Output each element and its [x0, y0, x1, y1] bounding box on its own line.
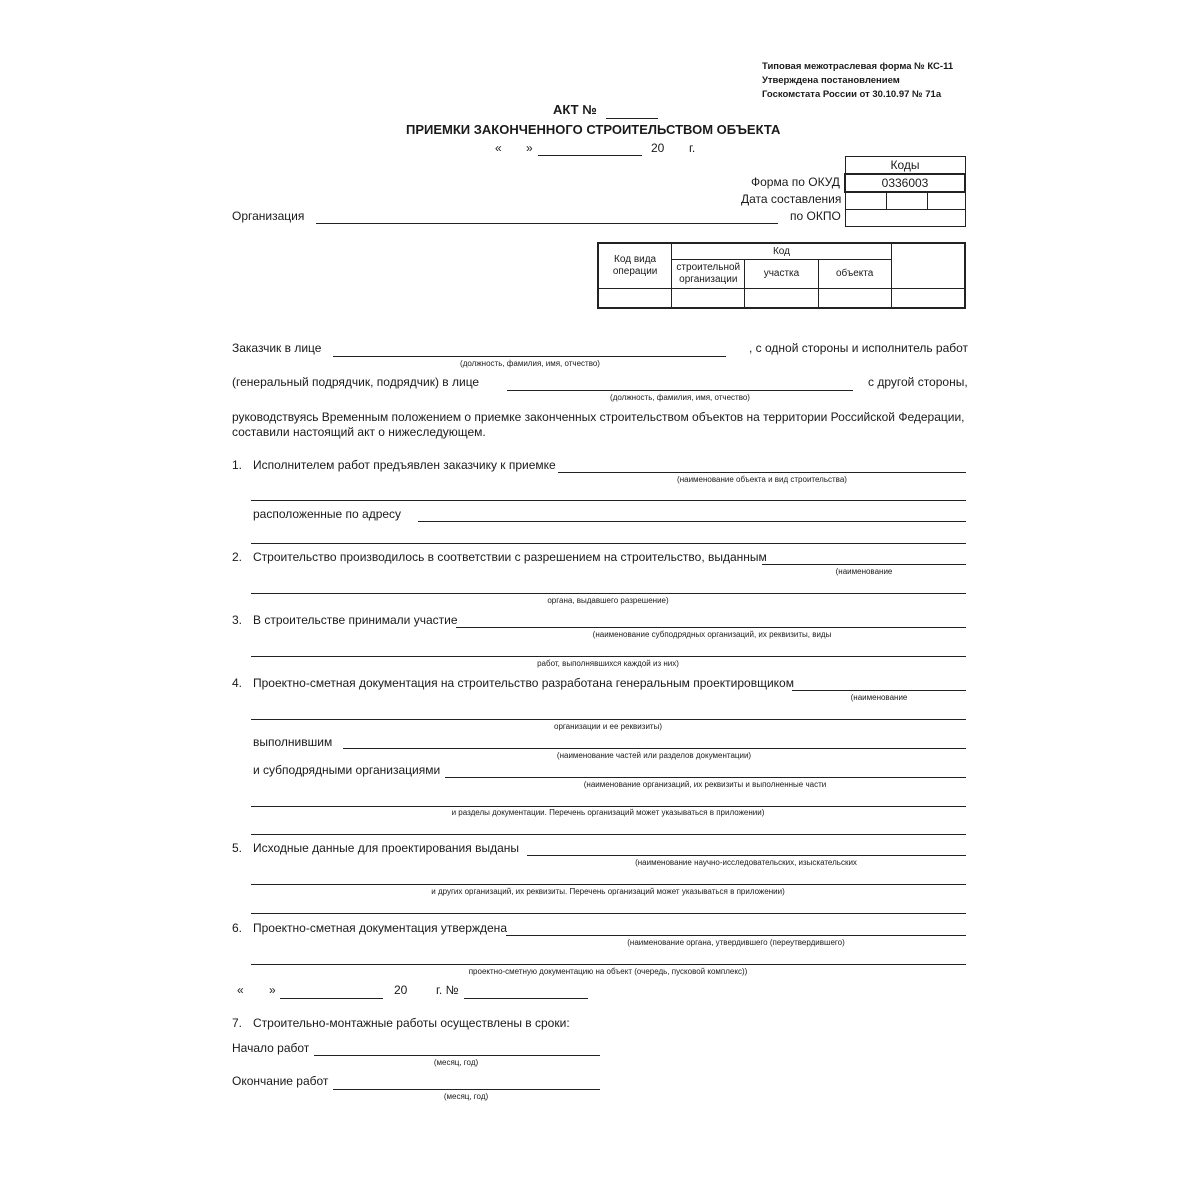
date-year-suffix: г.	[689, 141, 696, 155]
item-2-caption-2: органа, выдавшего разрешение)	[547, 596, 669, 605]
item-2-line-2	[251, 593, 966, 594]
date-month-line	[538, 155, 642, 156]
item-3-text: В строительстве принимали участие	[253, 613, 458, 627]
okud-value: 0336003	[845, 174, 965, 192]
item-6-quote-open: «	[237, 983, 244, 997]
item-2-caption-1: (наименование	[835, 567, 893, 576]
item-1-caption: (наименование объекта и вид строительства)	[677, 475, 847, 484]
item-5-caption-1: (наименование научно-исследовательских, изыскательских	[635, 858, 857, 867]
op-col-empty	[891, 243, 965, 289]
item-4-sub-line	[445, 777, 966, 778]
item-1-number: 1.	[232, 458, 243, 472]
okud-label: Форма по ОКУД	[751, 175, 840, 189]
item-1-text: Исполнителем работ предъявлен заказчику к приемке	[253, 458, 556, 472]
start-line	[314, 1055, 600, 1056]
item-6-number-label: г. №	[436, 983, 459, 997]
customer-label: Заказчик в лице	[232, 341, 322, 355]
item-6-month-line	[280, 998, 383, 999]
item-6-quote-close: »	[269, 983, 276, 997]
item-7-number: 7.	[232, 1016, 243, 1030]
op-col-object: объекта	[818, 260, 891, 289]
start-caption: (месяц, год)	[433, 1058, 479, 1067]
item-4-caption-5: и разделы документации. Перечень организаций может указываться в приложении)	[451, 808, 765, 817]
item-7-text: Строительно-монтажные работы осуществлены в сроки:	[253, 1016, 570, 1030]
item-4-number: 4.	[232, 676, 243, 690]
op-cell	[745, 289, 818, 309]
item-2-number: 2.	[232, 550, 243, 564]
form-line-2: Утверждена постановлением	[762, 75, 900, 86]
item-1-line	[558, 472, 966, 473]
item-5-number: 5.	[232, 841, 243, 855]
date-cell-day	[845, 192, 886, 210]
act-number-line	[606, 118, 658, 119]
item-6-number-line	[464, 998, 588, 999]
item-1-address-line	[418, 521, 966, 522]
item-2-text: Строительство производилось в соответствии с разрешением на строительство, выданным	[253, 550, 767, 564]
organization-label: Организация	[232, 209, 305, 223]
item-5-line	[527, 855, 966, 856]
item-6-line	[506, 935, 966, 936]
item-4-sub-label: и субподрядными организациями	[253, 763, 441, 777]
op-col-section: участка	[745, 260, 818, 289]
item-5-caption-2: и других организаций, их реквизиты. Перечень организаций может указываться в приложении)	[431, 887, 785, 896]
item-3-line-2	[251, 656, 966, 657]
date-label: Дата составления	[741, 192, 842, 206]
codes-header: Коды	[845, 157, 965, 175]
item-6-text: Проектно-сметная документация утверждена	[253, 921, 507, 935]
end-caption: (месяц, год)	[443, 1092, 489, 1101]
page-title: ПРИЕМКИ ЗАКОНЧЕННОГО СТРОИТЕЛЬСТВОМ ОБЪЕКТА	[406, 122, 781, 137]
customer-tail: , с одной стороны и исполнитель работ	[749, 341, 969, 355]
end-line	[333, 1089, 600, 1090]
act-number-label: АКТ №	[553, 102, 597, 117]
contractor-tail: с другой стороны,	[868, 375, 968, 389]
date-cell-month	[886, 192, 927, 210]
item-6-line-2	[251, 964, 966, 965]
start-label: Начало работ	[232, 1041, 310, 1055]
item-5-line-3	[251, 913, 966, 914]
item-6-caption-2: проектно-сметную документацию на объект (очередь, пусковой комплекс))	[468, 967, 748, 976]
contractor-label: (генеральный подрядчик, подрядчик) в лице	[232, 375, 480, 389]
item-2-line	[762, 564, 966, 565]
okpo-label: по ОКПО	[790, 209, 841, 223]
item-6-number: 6.	[232, 921, 243, 935]
item-4-performed-line	[343, 748, 966, 749]
item-3-line	[456, 627, 966, 628]
item-4-line-3	[251, 806, 966, 807]
item-4-line-4	[251, 834, 966, 835]
customer-caption: (должность, фамилия, имя, отчество)	[460, 359, 600, 368]
op-cell	[818, 289, 891, 309]
item-3-caption-2: работ, выполнявшихся каждой из них)	[537, 659, 679, 668]
date-quote-open: «	[495, 141, 502, 155]
item-3-caption-1: (наименование субподрядных организаций, их реквизиты, виды	[592, 630, 832, 639]
item-6-caption-1: (наименование органа, утвердившего (переутвердившего)	[627, 938, 845, 947]
item-4-performed-label: выполнившим	[253, 735, 333, 749]
item-3-number: 3.	[232, 613, 243, 627]
operation-codes-table	[597, 242, 966, 309]
date-year-prefix: 20	[651, 141, 665, 155]
item-4-text: Проектно-сметная документация на строительство разработана генеральным проектировщиком	[253, 676, 794, 690]
item-4-line-2	[251, 719, 966, 720]
item-1-line-3	[251, 543, 966, 544]
item-4-caption-1: (наименование	[850, 693, 908, 702]
op-cell	[672, 289, 745, 309]
date-quote-close: »	[526, 141, 533, 155]
op-col-organization: строительной организации	[672, 260, 745, 289]
op-cell	[891, 289, 965, 309]
item-5-text: Исходные данные для проектирования выданы	[253, 841, 520, 855]
form-line-3: Госкомстата России от 30.10.97 № 71а	[762, 89, 942, 100]
okpo-value	[845, 210, 965, 227]
item-4-caption-3: (наименование частей или разделов документации)	[556, 751, 752, 760]
item-1-line-2	[251, 500, 966, 501]
contractor-caption: (должность, фамилия, имя, отчество)	[610, 393, 750, 402]
end-label: Окончание работ	[232, 1074, 329, 1088]
basis-line-2: составили настоящий акт о нижеследующем.	[232, 425, 486, 439]
form-line-1: Типовая межотраслевая форма № КС-11	[762, 61, 954, 72]
item-4-caption-4: (наименование организаций, их реквизиты и выполненные части	[583, 780, 827, 789]
op-col-operation: Код вида операции	[598, 243, 672, 289]
basis-line-1: руководствуясь Временным положением о приемке законченных строительством объектов на территории Российской Федерации,	[232, 410, 965, 424]
customer-line	[333, 356, 726, 357]
contractor-line	[507, 390, 853, 391]
item-6-year: 20	[394, 983, 408, 997]
op-cell	[598, 289, 672, 309]
item-1-address-label: расположенные по адресу	[253, 507, 402, 521]
item-4-caption-2: организации и ее реквизиты)	[554, 722, 662, 731]
item-4-line	[792, 690, 966, 691]
op-col-group: Код	[672, 243, 892, 260]
organization-line	[316, 223, 778, 224]
item-5-line-2	[251, 884, 966, 885]
codes-table	[844, 156, 966, 227]
date-cell-year	[927, 192, 965, 210]
